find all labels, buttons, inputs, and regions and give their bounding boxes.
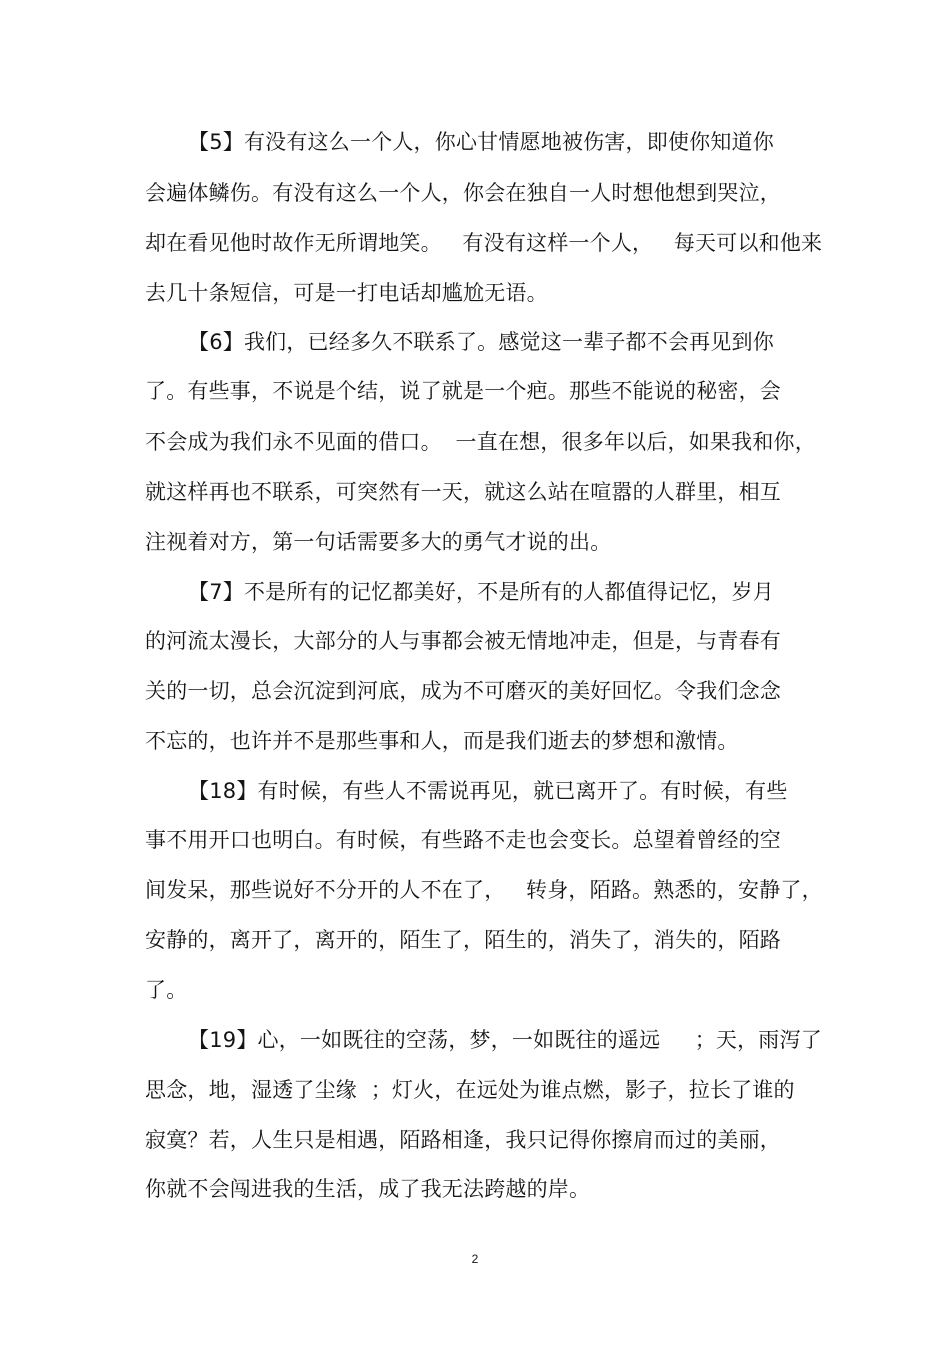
- paragraph-5-line-2: 会遍体鳞伤。有没有这么一个人，你会在独自一人时想他想到哭泣，: [145, 181, 781, 205]
- paragraph-6-line-3: 不会成为我们永不见面的借口。 一直在想，很多年以后，如果我和你，: [145, 430, 816, 454]
- paragraph-6-line-2: 了。有些事，不说是个结，说了就是一个疤。那些不能说的秘密，会: [145, 379, 781, 403]
- paragraph-19-line-3: 寂寞？若，人生只是相遇，陌路相逢，我只记得你擦肩而过的美丽，: [145, 1128, 781, 1152]
- paragraph-7-line-3: 关的一切，总会沉淀到河底，成为不可磨灭的美好回忆。令我们念念: [145, 679, 781, 703]
- paragraph-18-line-1: 【18】有时候，有些人不需说再见，就已离开了。有时候，有些: [188, 779, 788, 803]
- paragraph-18-line-5: 了。: [145, 978, 188, 1002]
- page-number: 2: [471, 1252, 479, 1266]
- paragraph-7-line-1: 【7】不是所有的记忆都美好，不是所有的人都值得记忆，岁月: [188, 580, 774, 604]
- paragraph-5-line-1: 【5】有没有这么一个人，你心甘情愿地被伤害，即使你知道你: [188, 130, 774, 154]
- paragraph-19-line-4: 你就不会闯进我的生活，成了我无法跨越的岸。: [145, 1177, 591, 1201]
- paragraph-19-line-1: 【19】心，一如既往的空荡，梦，一如既往的遥远 ；天，雨泻了: [188, 1028, 822, 1052]
- paragraph-6-line-4: 就这样再也不联系，可突然有一天，就这么站在喧嚣的人群里，相互: [145, 480, 781, 504]
- paragraph-18-line-4: 安静的，离开了，离开的，陌生了，陌生的，消失了，消失的，陌路: [145, 928, 781, 952]
- paragraph-18-line-2: 事不用开口也明白。有时候，有些路不走也会变长。总望着曾经的空: [145, 828, 781, 852]
- paragraph-7-line-4: 不忘的，也许并不是那些事和人，而是我们逝去的梦想和激情。: [145, 729, 739, 753]
- paragraph-19-line-2: 思念，地，湿透了尘缘 ；灯火，在远处为谁点燃，影子，拉长了谁的: [145, 1078, 795, 1102]
- paragraph-6-line-1: 【6】我们，已经多久不联系了。感觉这一辈子都不会再见到你: [188, 330, 774, 354]
- paragraph-6-line-5: 注视着对方，第一句话需要多大的勇气才说的出。: [145, 530, 612, 554]
- paragraph-7-line-2: 的河流太漫长，大部分的人与事都会被无情地冲走，但是，与青春有: [145, 629, 781, 653]
- paragraph-5-line-3: 却在看见他时故作无所谓地笑。 有没有这样一个人， 每天可以和他来: [145, 231, 823, 255]
- paragraph-5-line-4: 去几十条短信，可是一打电话却尴尬无语。: [145, 281, 548, 305]
- paragraph-18-line-3: 间发呆，那些说好不分开的人不在了， 转身，陌路。熟悉的，安静了，: [145, 878, 823, 902]
